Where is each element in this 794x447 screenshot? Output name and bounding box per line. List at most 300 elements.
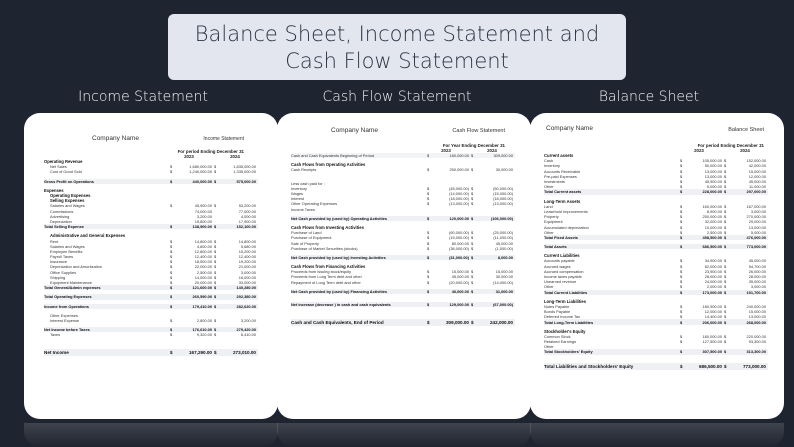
currency-symbol: $: [170, 164, 173, 170]
currency-symbol: $: [214, 327, 217, 333]
value-year-2: 12,400.00: [238, 254, 256, 260]
currency-symbol: $: [170, 332, 173, 338]
row-label: Total Selling Expense: [44, 224, 84, 230]
row-label: Bonds Payable: [544, 309, 571, 315]
value-year-2: (14,000.00): [493, 279, 513, 285]
currency-symbol: $: [427, 235, 430, 241]
line-item-row: [291, 153, 515, 158]
value-year-2: 773,000.00: [743, 363, 766, 369]
value-year-1: 80,000.00: [451, 240, 469, 246]
value-year-1: 34,900.00: [704, 258, 722, 264]
row-label: Employee Benefits: [50, 248, 83, 254]
value-year-2: 35,000.00: [748, 279, 766, 285]
year-2: 2024: [740, 148, 750, 153]
value-year-2: 279,420.00: [236, 327, 256, 333]
currency-symbol: $: [471, 215, 474, 221]
value-year-1: 2,000.00: [706, 284, 722, 290]
currency-symbol: $: [427, 215, 430, 221]
value-year-1: (60,000.00): [449, 230, 469, 236]
value-year-1: 180,900.00: [702, 303, 722, 309]
currency-symbol: $: [170, 169, 173, 175]
value-year-1: 250,000.00: [702, 214, 722, 220]
currency-symbol: $: [680, 303, 683, 309]
currency-symbol: $: [724, 289, 727, 295]
row-label: Purchase of Equipment: [291, 235, 332, 241]
currency-symbol: $: [724, 333, 727, 339]
total-row: [291, 319, 515, 326]
value-year-2: 17,900.00: [238, 218, 256, 224]
row-label: Stockholder's Equity: [544, 328, 586, 334]
currency-symbol: $: [724, 363, 727, 369]
currency-symbol: $: [724, 229, 727, 235]
value-year-1: 180,000.00: [449, 153, 469, 159]
value-year-2: 152,000.00: [746, 158, 766, 164]
value-year-1: 179,410.00: [192, 303, 212, 309]
row-label: Total Long-Term Liabilities: [544, 319, 594, 325]
currency-symbol: $: [724, 208, 727, 214]
row-label: Selling Expenses: [50, 198, 85, 204]
currency-symbol: $: [427, 269, 430, 275]
value-year-2: 1,335,000.00: [233, 169, 256, 175]
currency-symbol: $: [471, 320, 474, 326]
currency-symbol: $: [214, 264, 217, 270]
value-year-1: 121,600.00: [192, 285, 212, 291]
currency-symbol: $: [724, 203, 727, 209]
value-year-1: 309,000.00: [446, 320, 469, 326]
currency-symbol: $: [724, 314, 727, 320]
row-label: Operating Revenue: [44, 159, 83, 165]
row-label: Net Cash provided by (used by) Financing Activities: [291, 288, 388, 294]
row-label: Long-Term Assets: [544, 198, 581, 204]
value-year-2: 16,000.00: [238, 274, 256, 280]
currency-symbol: $: [214, 280, 217, 286]
value-year-2: 242,000.00: [490, 320, 513, 326]
row-label: Cost of Good Sold: [50, 169, 82, 175]
currency-symbol: $: [471, 288, 474, 294]
value-year-2: (50,000.00): [493, 185, 513, 191]
row-label: Total Assets: [544, 244, 567, 250]
value-year-1: 14,800.00: [194, 238, 212, 244]
row-label: Land: [544, 203, 553, 209]
value-year-1: 3,200.00: [196, 213, 212, 219]
row-label: Proceeds from issuing stock/equity: [291, 269, 352, 275]
row-label: Wages: [291, 191, 303, 197]
value-year-1: 105,000.00: [702, 158, 722, 164]
row-label: Property: [544, 214, 559, 220]
value-year-1: 2,800.00: [196, 317, 212, 323]
value-year-1: 228,000.00: [702, 189, 722, 195]
row-label: Other: [544, 184, 554, 190]
currency-symbol: $: [680, 229, 683, 235]
value-year-1: 32,000.00: [704, 219, 722, 225]
value-year-1: 20,000.00: [194, 280, 212, 286]
currency-symbol: $: [214, 303, 217, 309]
row-label: Salaries and Wages: [50, 203, 85, 209]
currency-symbol: $: [724, 158, 727, 164]
value-year-1: 307,500.00: [702, 349, 722, 355]
row-label: Payroll Taxes: [50, 254, 74, 260]
currency-symbol: $: [170, 264, 173, 270]
line-item-row: [291, 246, 515, 251]
line-item-row: [44, 318, 258, 323]
currency-symbol: $: [170, 317, 173, 323]
value-year-1: 9,320.00: [196, 332, 212, 338]
value-year-2: 15,000.00: [748, 309, 766, 315]
value-year-2: 13,000.00: [748, 314, 766, 320]
currency-symbol: $: [471, 279, 474, 285]
period-label: For period Ending December 31: [697, 143, 764, 148]
value-year-1: 440,000.00: [192, 178, 212, 184]
row-label: Total Liabilities and Stockholders' Equity: [544, 363, 634, 369]
value-year-2: 13,000.00: [748, 224, 766, 230]
row-label: Current Liabilities: [544, 253, 580, 259]
value-year-1: 28,000.00: [704, 274, 722, 280]
value-year-1: 458,500.00: [702, 234, 722, 240]
value-year-1: 23,900.00: [704, 268, 722, 274]
currency-symbol: $: [214, 269, 217, 275]
currency-symbol: $: [170, 243, 173, 249]
value-year-2: 152,100.00: [236, 224, 256, 230]
value-year-2: 14,800.00: [238, 238, 256, 244]
currency-symbol: $: [724, 224, 727, 230]
currency-symbol: $: [471, 153, 474, 159]
row-label: Cash Flows from Investing Activities: [291, 224, 364, 230]
row-label: Depreciation and Amortization: [50, 264, 102, 270]
value-year-1: 1,680,000.00: [189, 164, 212, 170]
currency-symbol: $: [724, 339, 727, 345]
currency-symbol: $: [214, 224, 217, 230]
row-label: Commissions: [50, 208, 74, 214]
row-label: Unearned revenue: [544, 279, 577, 285]
value-year-1: (20,000.00): [449, 279, 469, 285]
cash-flow-card[interactable]: [277, 113, 531, 419]
currency-symbol: $: [471, 302, 474, 308]
currency-symbol: $: [724, 309, 727, 315]
doc-title: Balance Sheet: [728, 127, 764, 133]
currency-symbol: $: [214, 243, 217, 249]
value-year-2: 30,000.00: [495, 167, 513, 173]
line-item-row: [44, 332, 258, 337]
doc-header: [44, 135, 258, 157]
total-row: [544, 290, 768, 295]
value-year-1: 62,000.00: [704, 263, 722, 269]
currency-symbol: $: [427, 254, 430, 260]
currency-symbol: $: [724, 268, 727, 274]
currency-symbol: $: [680, 158, 683, 164]
currency-symbol: $: [214, 248, 217, 254]
currency-symbol: $: [680, 258, 683, 264]
currency-symbol: $: [170, 269, 173, 275]
value-year-1: 18,500.00: [194, 259, 212, 265]
row-label: Income Taxes: [291, 206, 315, 212]
value-year-2: 313,300.00: [746, 349, 766, 355]
currency-symbol: $: [680, 314, 683, 320]
currency-symbol: $: [214, 332, 217, 338]
line-item-row: [291, 280, 515, 285]
row-label: Sale of Property: [291, 240, 319, 246]
currency-symbol: $: [214, 203, 217, 209]
row-label: Income from Operations: [44, 303, 89, 309]
company-name: Company Name: [331, 127, 378, 134]
value-year-1: (31,000.00): [449, 254, 469, 260]
currency-symbol: $: [170, 203, 173, 209]
row-label: Interest: [291, 196, 304, 202]
row-label: Long-Term Liabilities: [544, 298, 587, 304]
total-row: [291, 302, 515, 307]
value-year-1: 45,000.00: [451, 274, 469, 280]
income-statement-card[interactable]: [24, 113, 278, 419]
currency-symbol: $: [170, 280, 173, 286]
currency-symbol: $: [724, 263, 727, 269]
value-year-2: 292,380.00: [236, 294, 256, 300]
row-label: Interest Expense: [50, 317, 80, 323]
balance-sheet-label: Balance Sheet: [598, 89, 700, 105]
value-year-2: (1,000.00): [495, 245, 513, 251]
currency-symbol: $: [680, 219, 683, 225]
value-year-2: 220,000.00: [746, 333, 766, 339]
value-year-2: 19,200.00: [238, 259, 256, 265]
currency-symbol: $: [427, 274, 430, 280]
currency-symbol: $: [680, 173, 683, 179]
row-label: Administrative and General Expenses: [50, 233, 126, 239]
income-statement-label: Income Statement: [78, 89, 208, 105]
currency-symbol: $: [471, 196, 474, 202]
value-year-2: 575,000.00: [236, 178, 256, 184]
value-year-2: 6,410.00: [240, 332, 256, 338]
value-year-2: 268,000.00: [746, 319, 766, 325]
value-year-1: 160,000.00: [702, 203, 722, 209]
row-label: Other Operating Expenses: [291, 201, 338, 207]
currency-symbol: $: [214, 178, 217, 184]
value-year-1: 45,900.00: [194, 203, 212, 209]
row-label: Investments: [544, 179, 565, 185]
value-year-2: 297,000.00: [746, 189, 766, 195]
row-label: Expenses: [44, 187, 64, 193]
currency-symbol: $: [427, 185, 430, 191]
value-year-1: 12,400.00: [194, 254, 212, 260]
currency-symbol: $: [427, 279, 430, 285]
currency-symbol: $: [724, 163, 727, 169]
value-year-1: 15,000.00: [451, 269, 469, 275]
row-label: Current assets: [544, 153, 574, 159]
value-year-2: 309,000.00: [493, 153, 513, 159]
cash-card-reflection: [277, 423, 531, 447]
value-year-2: 45,000.00: [495, 240, 513, 246]
value-year-2: 11,000.00: [748, 184, 766, 190]
currency-symbol: $: [427, 240, 430, 246]
currency-symbol: $: [724, 189, 727, 195]
balance-card-reflection: [530, 423, 784, 447]
row-label: Less cash paid for :: [291, 180, 325, 186]
row-label: Total Operating Expenses: [44, 294, 92, 300]
currency-symbol: $: [680, 244, 683, 250]
cash-flow-label: Cash Flow Statement: [322, 89, 472, 105]
value-year-1: 138,900.00: [192, 224, 212, 230]
row-label: Income taxes payable: [544, 274, 582, 280]
currency-symbol: $: [427, 167, 430, 173]
currency-symbol: $: [170, 254, 173, 260]
value-year-1: 176,610.00: [192, 327, 212, 333]
currency-symbol: $: [680, 268, 683, 274]
currency-symbol: $: [471, 235, 474, 241]
row-label: Cash and Cash Equivalents, End of Period: [291, 320, 384, 326]
row-label: Accumulated depreciation: [544, 224, 589, 230]
currency-symbol: $: [427, 191, 430, 197]
currency-symbol: $: [214, 274, 217, 280]
currency-symbol: $: [724, 234, 727, 240]
row-label: Depreciation: [50, 218, 72, 224]
row-label: Net Income before Taxes: [44, 327, 90, 333]
currency-symbol: $: [680, 168, 683, 174]
currency-symbol: $: [471, 191, 474, 197]
year-1: 2023: [694, 148, 704, 153]
line-item-row: [44, 169, 258, 174]
value-year-2: 240,000.00: [746, 303, 766, 309]
currency-symbol: $: [680, 203, 683, 209]
currency-symbol: $: [680, 333, 683, 339]
value-year-2: 8,000.00: [497, 254, 513, 260]
value-year-1: 4,600.00: [196, 243, 212, 249]
currency-symbol: $: [471, 185, 474, 191]
currency-symbol: $: [680, 349, 683, 355]
currency-symbol: $: [680, 363, 683, 369]
value-year-1: 74,000.00: [194, 208, 212, 214]
row-label: Total Current assets: [544, 189, 582, 195]
row-label: Pre-paid Expenses: [544, 173, 577, 179]
row-label: Net Cash provided by (used by) Investing Activities: [291, 254, 386, 260]
currency-symbol: $: [471, 167, 474, 173]
value-year-2: (25,000.00): [493, 230, 513, 236]
value-year-1: 10,000.00: [704, 224, 722, 230]
value-year-1: (15,000.00): [449, 235, 469, 241]
currency-symbol: $: [427, 245, 430, 251]
currency-symbol: $: [471, 245, 474, 251]
total-row: [44, 179, 258, 184]
value-year-2: (18,000.00): [493, 196, 513, 202]
currency-symbol: $: [170, 238, 173, 244]
row-label: Purchase of Land: [291, 230, 322, 236]
currency-symbol: $: [680, 234, 683, 240]
currency-symbol: $: [170, 350, 173, 356]
currency-symbol: $: [680, 179, 683, 185]
value-year-2: (11,000.00): [493, 235, 513, 241]
value-year-1: 686,500.00: [702, 244, 722, 250]
currency-symbol: $: [214, 169, 217, 175]
row-label: Common Stock: [544, 333, 571, 339]
currency-symbol: $: [427, 302, 430, 308]
currency-symbol: $: [680, 309, 683, 315]
currency-symbol: $: [680, 289, 683, 295]
currency-symbol: $: [214, 164, 217, 170]
row-label: Total Current Liabilities: [544, 289, 588, 295]
row-label: Insurance: [50, 259, 68, 265]
year-2: 2024: [487, 148, 497, 153]
row-label: Net Cash provided by (used by) Operating Activities: [291, 215, 388, 221]
value-year-2: 773,000.00: [746, 244, 766, 250]
row-label: Total Stockholders' Equity: [544, 349, 593, 355]
value-year-2: (15,000.00): [493, 191, 513, 197]
cash-flow-rows: [291, 153, 515, 326]
value-year-2: 1,835,000.00: [233, 164, 256, 170]
value-year-2: 4,000.00: [240, 213, 256, 219]
value-year-1: 686,500.00: [699, 363, 722, 369]
value-year-1: 173,000.00: [702, 289, 722, 295]
row-label: Cash: [544, 158, 554, 164]
row-label: Inventory: [544, 163, 561, 169]
row-label: Other Expenses: [50, 312, 78, 318]
currency-symbol: $: [471, 274, 474, 280]
currency-symbol: $: [427, 201, 430, 207]
value-year-2: 93,300.00: [748, 339, 766, 345]
value-year-2: 31,000.00: [495, 288, 513, 294]
row-label: Equipment Maintenance: [50, 280, 92, 286]
value-year-2: 191,700.00: [746, 289, 766, 295]
value-year-2: 282,620.00: [236, 303, 256, 309]
value-year-2: 3,000.00: [240, 269, 256, 275]
value-year-1: 8,900.00: [706, 208, 722, 214]
total-row: [544, 244, 768, 249]
row-label: Equipment: [544, 219, 563, 225]
currency-symbol: $: [214, 317, 217, 323]
row-label: Net Income: [44, 350, 69, 356]
currency-symbol: $: [724, 319, 727, 325]
income-rows: [44, 159, 258, 356]
value-year-1: 1,240,000.00: [189, 169, 212, 175]
value-year-2: 45,000.00: [748, 179, 766, 185]
value-year-2: 12,000.00: [748, 173, 766, 179]
row-label: Advertising: [50, 213, 70, 219]
row-label: Leasehold Improvements: [544, 208, 588, 214]
company-name: Company Name: [546, 125, 593, 132]
currency-symbol: $: [170, 248, 173, 254]
income-card-reflection: [24, 423, 278, 447]
value-year-1: 13,000.00: [704, 168, 722, 174]
value-year-2: 33,000.00: [238, 280, 256, 286]
currency-symbol: $: [214, 350, 217, 356]
value-year-2: 15,200.00: [238, 248, 256, 254]
value-year-2: 15,000.00: [748, 168, 766, 174]
year-2: 2024: [230, 154, 240, 159]
value-year-2: (13,000.00): [493, 201, 513, 207]
currency-symbol: $: [724, 219, 727, 225]
total-row: [44, 294, 258, 299]
value-year-2: 273,010.00: [233, 350, 256, 356]
value-year-2: 5,680.00: [240, 243, 256, 249]
currency-symbol: $: [427, 288, 430, 294]
value-year-2: 15,000.00: [495, 269, 513, 275]
currency-symbol: $: [724, 184, 727, 190]
row-label: Operating Expenses: [50, 193, 91, 199]
title-banner: [168, 14, 626, 80]
company-name: Company Name: [92, 135, 139, 142]
currency-symbol: $: [724, 244, 727, 250]
balance-sheet-card[interactable]: [530, 113, 784, 419]
currency-symbol: $: [471, 201, 474, 207]
row-label: Other: [544, 344, 554, 350]
year-1: 2023: [441, 148, 451, 153]
doc-header: [291, 125, 515, 147]
value-year-1: (14,000.00): [449, 191, 469, 197]
currency-symbol: $: [724, 284, 727, 290]
total-row: [544, 235, 768, 240]
currency-symbol: $: [214, 254, 217, 260]
value-year-1: 2,500.00: [706, 229, 722, 235]
row-label: Cash Flows from Financing Activities: [291, 264, 366, 270]
value-year-1: 129,000.00: [449, 302, 469, 308]
value-year-1: 12,000.00: [704, 309, 722, 315]
value-year-2: 26,000.00: [748, 268, 766, 274]
total-row: [44, 304, 258, 309]
